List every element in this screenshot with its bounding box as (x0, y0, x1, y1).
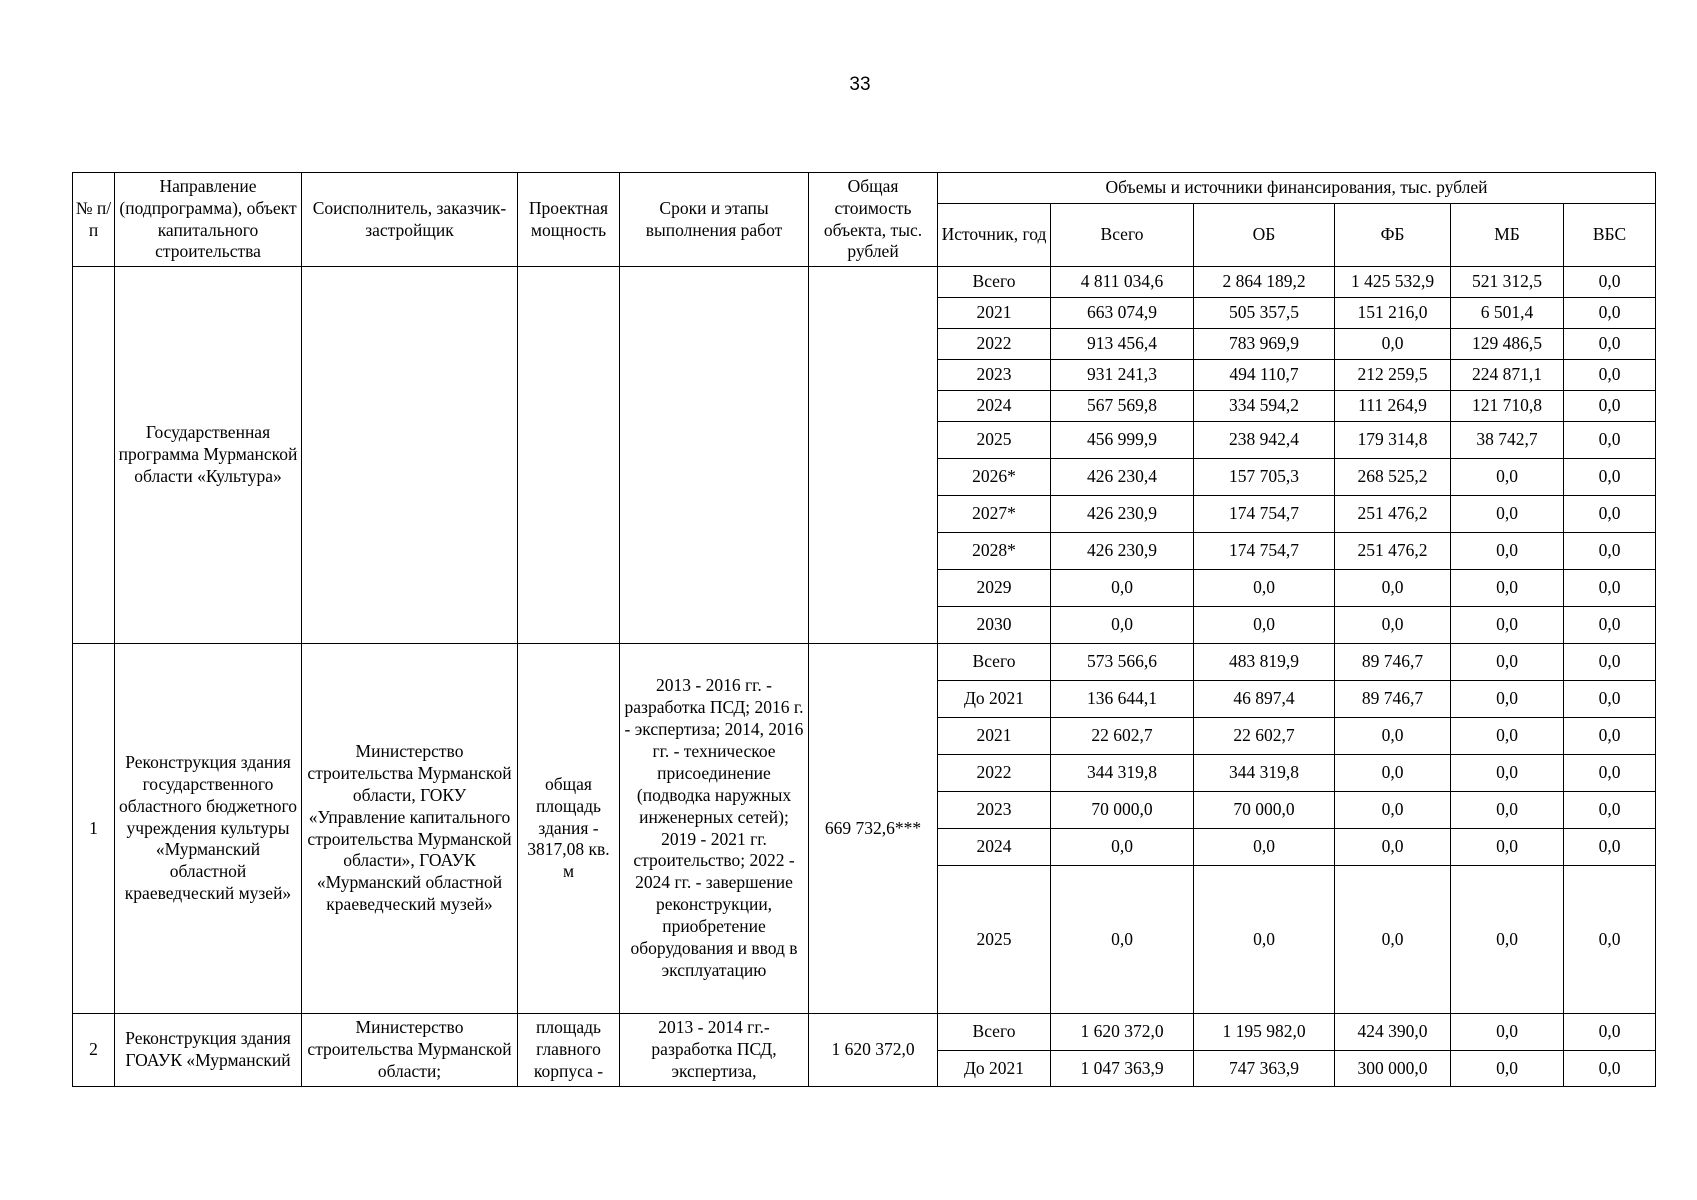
cell-fb: 251 476,2 (1335, 533, 1451, 570)
cell-source-year: 2023 (938, 360, 1051, 391)
section-num: 2 (73, 1014, 115, 1087)
cell-mb: 0,0 (1451, 496, 1564, 533)
cell-total: 0,0 (1051, 866, 1194, 1014)
cell-ob: 783 969,9 (1194, 329, 1335, 360)
section-capacity: общая площадь здания - 3817,08 кв. м (518, 644, 620, 1014)
cell-ob: 174 754,7 (1194, 496, 1335, 533)
cell-mb: 0,0 (1451, 718, 1564, 755)
section-terms: 2013 - 2014 гг.- разработка ПСД, экспертиза, (620, 1014, 809, 1087)
cell-source-year: До 2021 (938, 681, 1051, 718)
cell-total: 136 644,1 (1051, 681, 1194, 718)
cell-ob: 238 942,4 (1194, 422, 1335, 459)
cell-source-year: 2021 (938, 718, 1051, 755)
cell-total: 456 999,9 (1051, 422, 1194, 459)
cell-fb: 1 425 532,9 (1335, 267, 1451, 298)
cell-ob: 22 602,7 (1194, 718, 1335, 755)
header-terms: Сроки и этапы выполнения работ (620, 173, 809, 267)
section-capacity (518, 267, 620, 644)
header-fb: ФБ (1335, 204, 1451, 267)
section-total-cost: 669 732,6*** (809, 644, 938, 1014)
cell-mb: 0,0 (1451, 570, 1564, 607)
cell-vbs: 0,0 (1564, 391, 1656, 422)
cell-source-year: 2021 (938, 298, 1051, 329)
cell-source-year: 2027* (938, 496, 1051, 533)
cell-total: 913 456,4 (1051, 329, 1194, 360)
section-num: 1 (73, 644, 115, 1014)
cell-fb: 89 746,7 (1335, 644, 1451, 681)
cell-mb: 0,0 (1451, 866, 1564, 1014)
cell-fb: 0,0 (1335, 866, 1451, 1014)
cell-vbs: 0,0 (1564, 496, 1656, 533)
cell-fb: 89 746,7 (1335, 681, 1451, 718)
cell-source-year: 2025 (938, 866, 1051, 1014)
section-terms (620, 267, 809, 644)
cell-ob: 70 000,0 (1194, 792, 1335, 829)
cell-fb: 212 259,5 (1335, 360, 1451, 391)
cell-ob: 494 110,7 (1194, 360, 1335, 391)
section-coexecutor (302, 267, 518, 644)
cell-ob: 46 897,4 (1194, 681, 1335, 718)
header-ob: ОБ (1194, 204, 1335, 267)
cell-source-year: 2023 (938, 792, 1051, 829)
cell-ob: 0,0 (1194, 570, 1335, 607)
table-row (73, 1014, 1656, 1051)
cell-fb: 111 264,9 (1335, 391, 1451, 422)
cell-source-year: 2022 (938, 755, 1051, 792)
section-coexecutor: Министерство строительства Мурманской области, ГОКУ «Управление капитального строительства Мурманской области», ГОАУК «Мурманский областной краеведческий музей» (302, 644, 518, 1014)
header-direction: Направление (подпрограмма), объект капитального строительства (115, 173, 302, 267)
cell-source-year: 2022 (938, 329, 1051, 360)
cell-mb: 224 871,1 (1451, 360, 1564, 391)
cell-fb: 0,0 (1335, 607, 1451, 644)
section-direction: Реконструкция здания государственного областного бюджетного учреждения культуры «Мурманский областной краеведческий музей» (115, 644, 302, 1014)
cell-ob: 0,0 (1194, 607, 1335, 644)
cell-total: 344 319,8 (1051, 755, 1194, 792)
cell-total: 1 047 363,9 (1051, 1051, 1194, 1087)
cell-vbs: 0,0 (1564, 329, 1656, 360)
cell-vbs: 0,0 (1564, 298, 1656, 329)
cell-ob: 2 864 189,2 (1194, 267, 1335, 298)
table-row (73, 644, 1656, 681)
section-total-cost (809, 267, 938, 644)
cell-total: 567 569,8 (1051, 391, 1194, 422)
section-num (73, 267, 115, 644)
cell-mb: 0,0 (1451, 1014, 1564, 1051)
cell-source-year: До 2021 (938, 1051, 1051, 1087)
cell-vbs: 0,0 (1564, 829, 1656, 866)
cell-source-year: 2024 (938, 829, 1051, 866)
cell-fb: 0,0 (1335, 792, 1451, 829)
cell-total: 70 000,0 (1051, 792, 1194, 829)
cell-fb: 0,0 (1335, 570, 1451, 607)
cell-vbs: 0,0 (1564, 570, 1656, 607)
section-capacity: площадь главного корпуса - (518, 1014, 620, 1087)
cell-total: 0,0 (1051, 829, 1194, 866)
section-coexecutor: Министерство строительства Мурманской области; (302, 1014, 518, 1087)
cell-fb: 179 314,8 (1335, 422, 1451, 459)
table-body (73, 267, 1656, 1087)
cell-mb: 0,0 (1451, 829, 1564, 866)
header-num: № п/п (73, 173, 115, 267)
financing-table (72, 172, 1656, 1087)
cell-mb: 0,0 (1451, 607, 1564, 644)
cell-total: 0,0 (1051, 570, 1194, 607)
header-vbs: ВБС (1564, 204, 1656, 267)
cell-vbs: 0,0 (1564, 755, 1656, 792)
cell-vbs: 0,0 (1564, 360, 1656, 391)
header-mb: МБ (1451, 204, 1564, 267)
cell-vbs: 0,0 (1564, 533, 1656, 570)
cell-fb: 0,0 (1335, 755, 1451, 792)
cell-source-year: Всего (938, 267, 1051, 298)
section-total-cost: 1 620 372,0 (809, 1014, 938, 1087)
cell-vbs: 0,0 (1564, 1014, 1656, 1051)
page-number: 33 (849, 74, 871, 95)
cell-vbs: 0,0 (1564, 681, 1656, 718)
cell-mb: 129 486,5 (1451, 329, 1564, 360)
cell-mb: 0,0 (1451, 533, 1564, 570)
cell-ob: 1 195 982,0 (1194, 1014, 1335, 1051)
cell-vbs: 0,0 (1564, 718, 1656, 755)
header-capacity: Проектная мощность (518, 173, 620, 267)
cell-total: 1 620 372,0 (1051, 1014, 1194, 1051)
cell-vbs: 0,0 (1564, 459, 1656, 496)
cell-source-year: Всего (938, 1014, 1051, 1051)
cell-fb: 0,0 (1335, 829, 1451, 866)
cell-ob: 505 357,5 (1194, 298, 1335, 329)
cell-vbs: 0,0 (1564, 644, 1656, 681)
cell-fb: 268 525,2 (1335, 459, 1451, 496)
cell-source-year: 2024 (938, 391, 1051, 422)
header-total-cost: Общая стоимость объекта, тыс. рублей (809, 173, 938, 267)
cell-fb: 0,0 (1335, 718, 1451, 755)
cell-ob: 344 319,8 (1194, 755, 1335, 792)
cell-source-year: 2030 (938, 607, 1051, 644)
table-row (73, 267, 1656, 298)
cell-ob: 0,0 (1194, 866, 1335, 1014)
cell-ob: 0,0 (1194, 829, 1335, 866)
cell-total: 426 230,9 (1051, 533, 1194, 570)
cell-mb: 521 312,5 (1451, 267, 1564, 298)
cell-total: 426 230,4 (1051, 459, 1194, 496)
header-funding-group: Объемы и источники финансирования, тыс. рублей (938, 173, 1656, 204)
cell-fb: 151 216,0 (1335, 298, 1451, 329)
header-total: Всего (1051, 204, 1194, 267)
cell-vbs: 0,0 (1564, 1051, 1656, 1087)
cell-ob: 174 754,7 (1194, 533, 1335, 570)
cell-total: 663 074,9 (1051, 298, 1194, 329)
cell-ob: 747 363,9 (1194, 1051, 1335, 1087)
header-source-year: Источник, год (938, 204, 1051, 267)
cell-total: 426 230,9 (1051, 496, 1194, 533)
cell-vbs: 0,0 (1564, 267, 1656, 298)
cell-mb: 0,0 (1451, 755, 1564, 792)
cell-source-year: Всего (938, 644, 1051, 681)
cell-total: 573 566,6 (1051, 644, 1194, 681)
cell-mb: 0,0 (1451, 792, 1564, 829)
cell-mb: 121 710,8 (1451, 391, 1564, 422)
cell-vbs: 0,0 (1564, 866, 1656, 1014)
cell-fb: 424 390,0 (1335, 1014, 1451, 1051)
section-direction: Реконструкция здания ГОАУК «Мурманский (115, 1014, 302, 1087)
section-direction: Государственная программа Мурманской области «Культура» (115, 267, 302, 644)
cell-vbs: 0,0 (1564, 792, 1656, 829)
cell-ob: 157 705,3 (1194, 459, 1335, 496)
cell-source-year: 2028* (938, 533, 1051, 570)
cell-total: 22 602,7 (1051, 718, 1194, 755)
cell-source-year: 2026* (938, 459, 1051, 496)
cell-mb: 0,0 (1451, 1051, 1564, 1087)
cell-mb: 0,0 (1451, 681, 1564, 718)
cell-total: 931 241,3 (1051, 360, 1194, 391)
cell-mb: 0,0 (1451, 459, 1564, 496)
cell-total: 0,0 (1051, 607, 1194, 644)
cell-source-year: 2029 (938, 570, 1051, 607)
cell-vbs: 0,0 (1564, 607, 1656, 644)
cell-fb: 300 000,0 (1335, 1051, 1451, 1087)
cell-vbs: 0,0 (1564, 422, 1656, 459)
cell-total: 4 811 034,6 (1051, 267, 1194, 298)
section-terms: 2013 - 2016 гг. - разработка ПСД; 2016 г. - экспертиза; 2014, 2016 гг. - техническое присоединение (подводка наружных инженерных сетей); 2019 - 2021 гг. строительство; 2022 - 2024 гг. - завершение реконструкции, приобретение оборудования и ввод в эксплуатацию (620, 644, 809, 1014)
cell-fb: 251 476,2 (1335, 496, 1451, 533)
cell-ob: 334 594,2 (1194, 391, 1335, 422)
cell-source-year: 2025 (938, 422, 1051, 459)
cell-mb: 38 742,7 (1451, 422, 1564, 459)
cell-ob: 483 819,9 (1194, 644, 1335, 681)
cell-mb: 0,0 (1451, 644, 1564, 681)
cell-mb: 6 501,4 (1451, 298, 1564, 329)
header-coexecutor: Соисполнитель, заказчик-застройщик (302, 173, 518, 267)
cell-fb: 0,0 (1335, 329, 1451, 360)
